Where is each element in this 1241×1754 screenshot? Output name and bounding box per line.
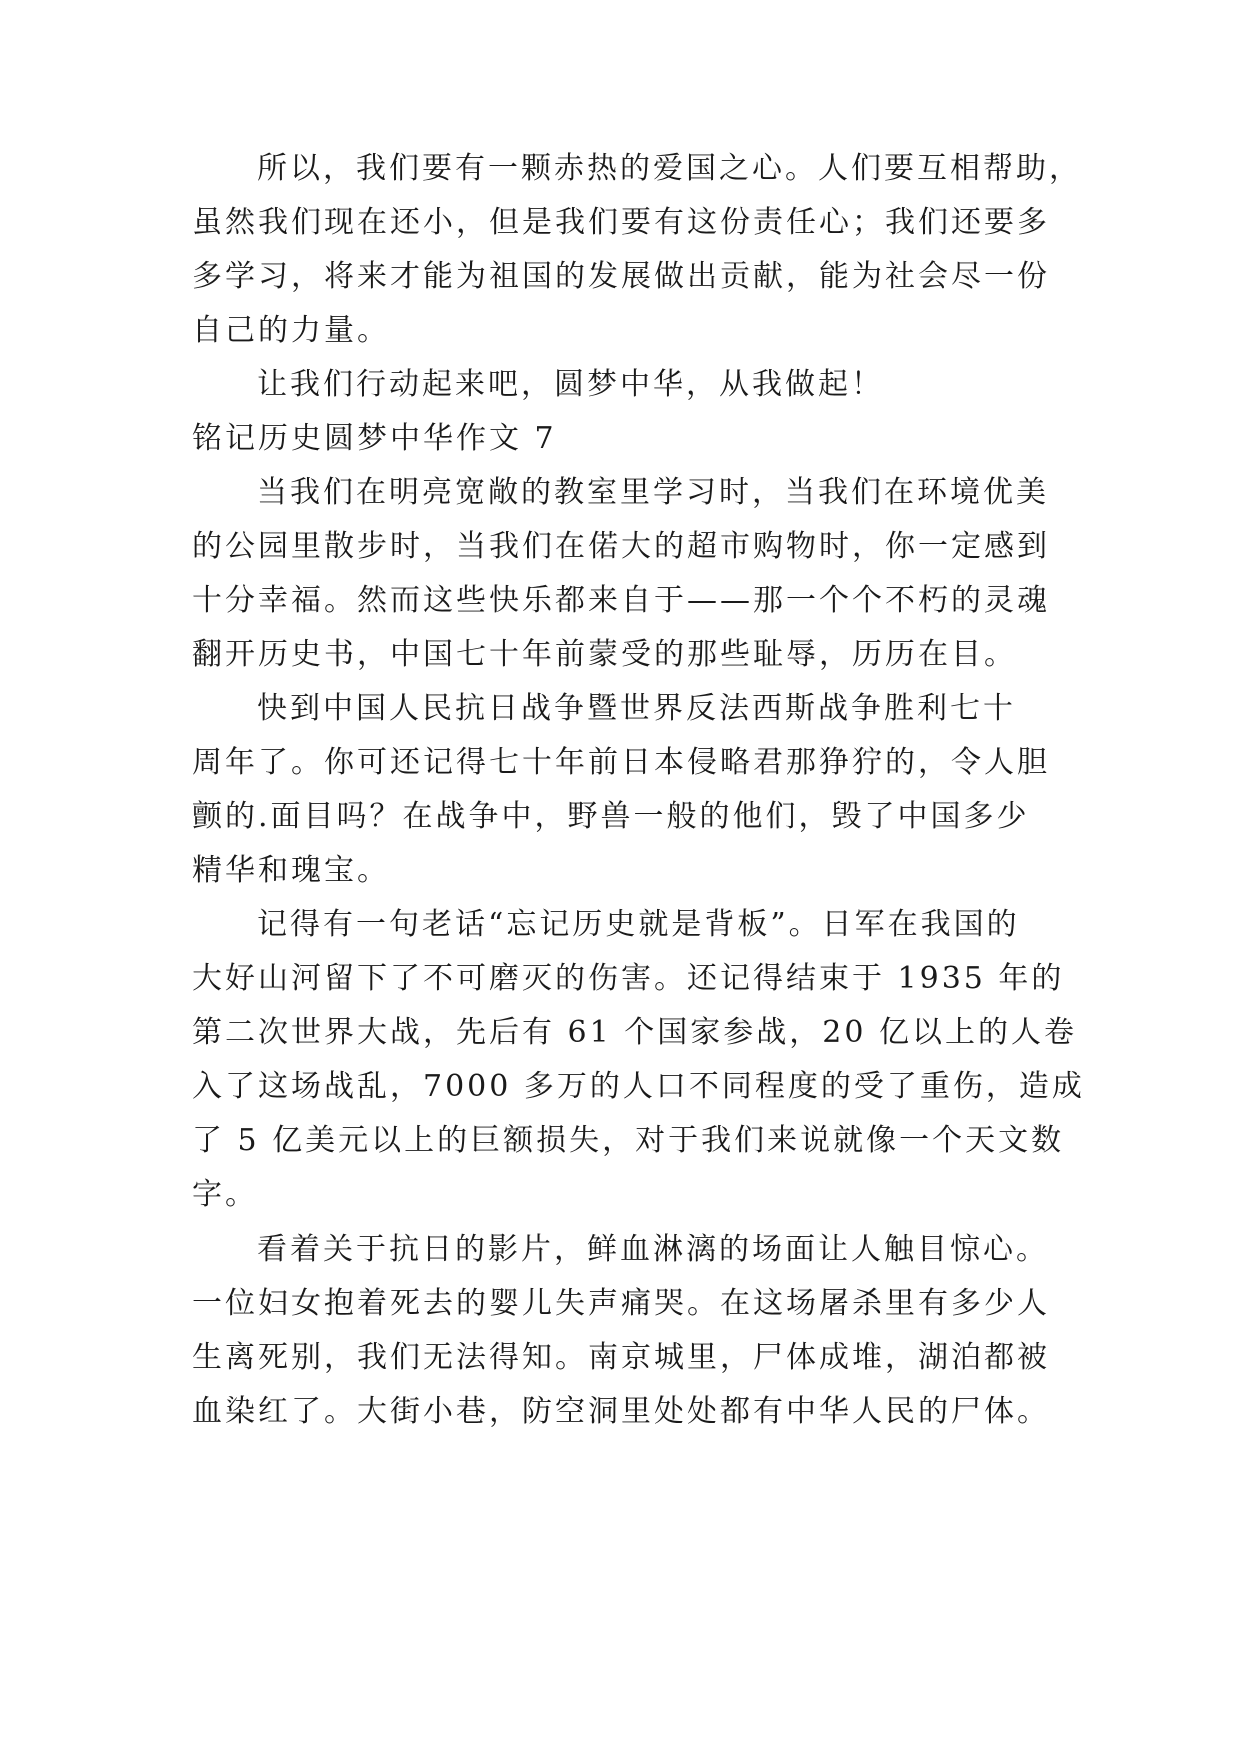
text-line: 一位妇女抱着死去的婴儿失声痛哭。在这场屠杀里有多少人 — [192, 1286, 1050, 1321]
text-line: 快到中国人民抗日战争暨世界反法西斯战争胜利七十 — [257, 691, 1016, 726]
text-line: 翻开历史书，中国七十年前蒙受的那些耻辱，历历在目。 — [192, 637, 1017, 672]
text-line: 看着关于抗日的影片，鲜血淋漓的场面让人触目惊心。 — [257, 1232, 1049, 1267]
text-line: 虽然我们现在还小，但是我们要有这份责任心；我们还要多 — [192, 205, 1050, 240]
text-line: 十分幸福。然而这些快乐都来自于——那一个个不朽的灵魂 — [192, 583, 1050, 618]
section-heading: 铭记历史圆梦中华作文 7 — [192, 421, 557, 456]
text-line: 自己的力量。 — [192, 313, 390, 348]
text-line: 血染红了。大街小巷，防空洞里处处都有中华人民的尸体。 — [192, 1394, 1050, 1429]
text-line: 所以，我们要有一颗赤热的爱国之心。人们要互相帮助， — [257, 151, 1082, 186]
text-line: 多学习，将来才能为祖国的发展做出贡献，能为社会尽一份 — [192, 259, 1050, 294]
text-line: 了 5 亿美元以上的巨额损失，对于我们来说就像一个天文数 — [192, 1123, 1065, 1158]
text-line: 颤的.面目吗？在战争中，野兽一般的他们，毁了中国多少 — [192, 799, 1030, 834]
text-line: 记得有一句老话“忘记历史就是背板”。日军在我国的 — [257, 907, 1020, 942]
text-line: 精华和瑰宝。 — [192, 853, 390, 888]
text-line: 大好山河留下了不可磨灭的伤害。还记得结束于 1935 年的 — [192, 961, 1065, 996]
text-line: 周年了。你可还记得七十年前日本侵略君那狰狞的，令人胆 — [192, 745, 1050, 780]
text-line: 字。 — [192, 1177, 258, 1212]
text-line: 入了这场战乱，7000 多万的人口不同程度的受了重伤，造成 — [192, 1069, 1085, 1104]
text-line: 让我们行动起来吧，圆梦中华，从我做起！ — [257, 367, 884, 402]
text-line: 第二次世界大战，先后有 61 个国家参战，20 亿以上的人卷 — [192, 1015, 1077, 1050]
text-line: 当我们在明亮宽敞的教室里学习时，当我们在环境优美 — [257, 475, 1049, 510]
text-line: 的公园里散步时，当我们在偌大的超市购物时，你一定感到 — [192, 529, 1050, 564]
text-line: 生离死别，我们无法得知。南京城里，尸体成堆，湖泊都被 — [192, 1340, 1050, 1375]
